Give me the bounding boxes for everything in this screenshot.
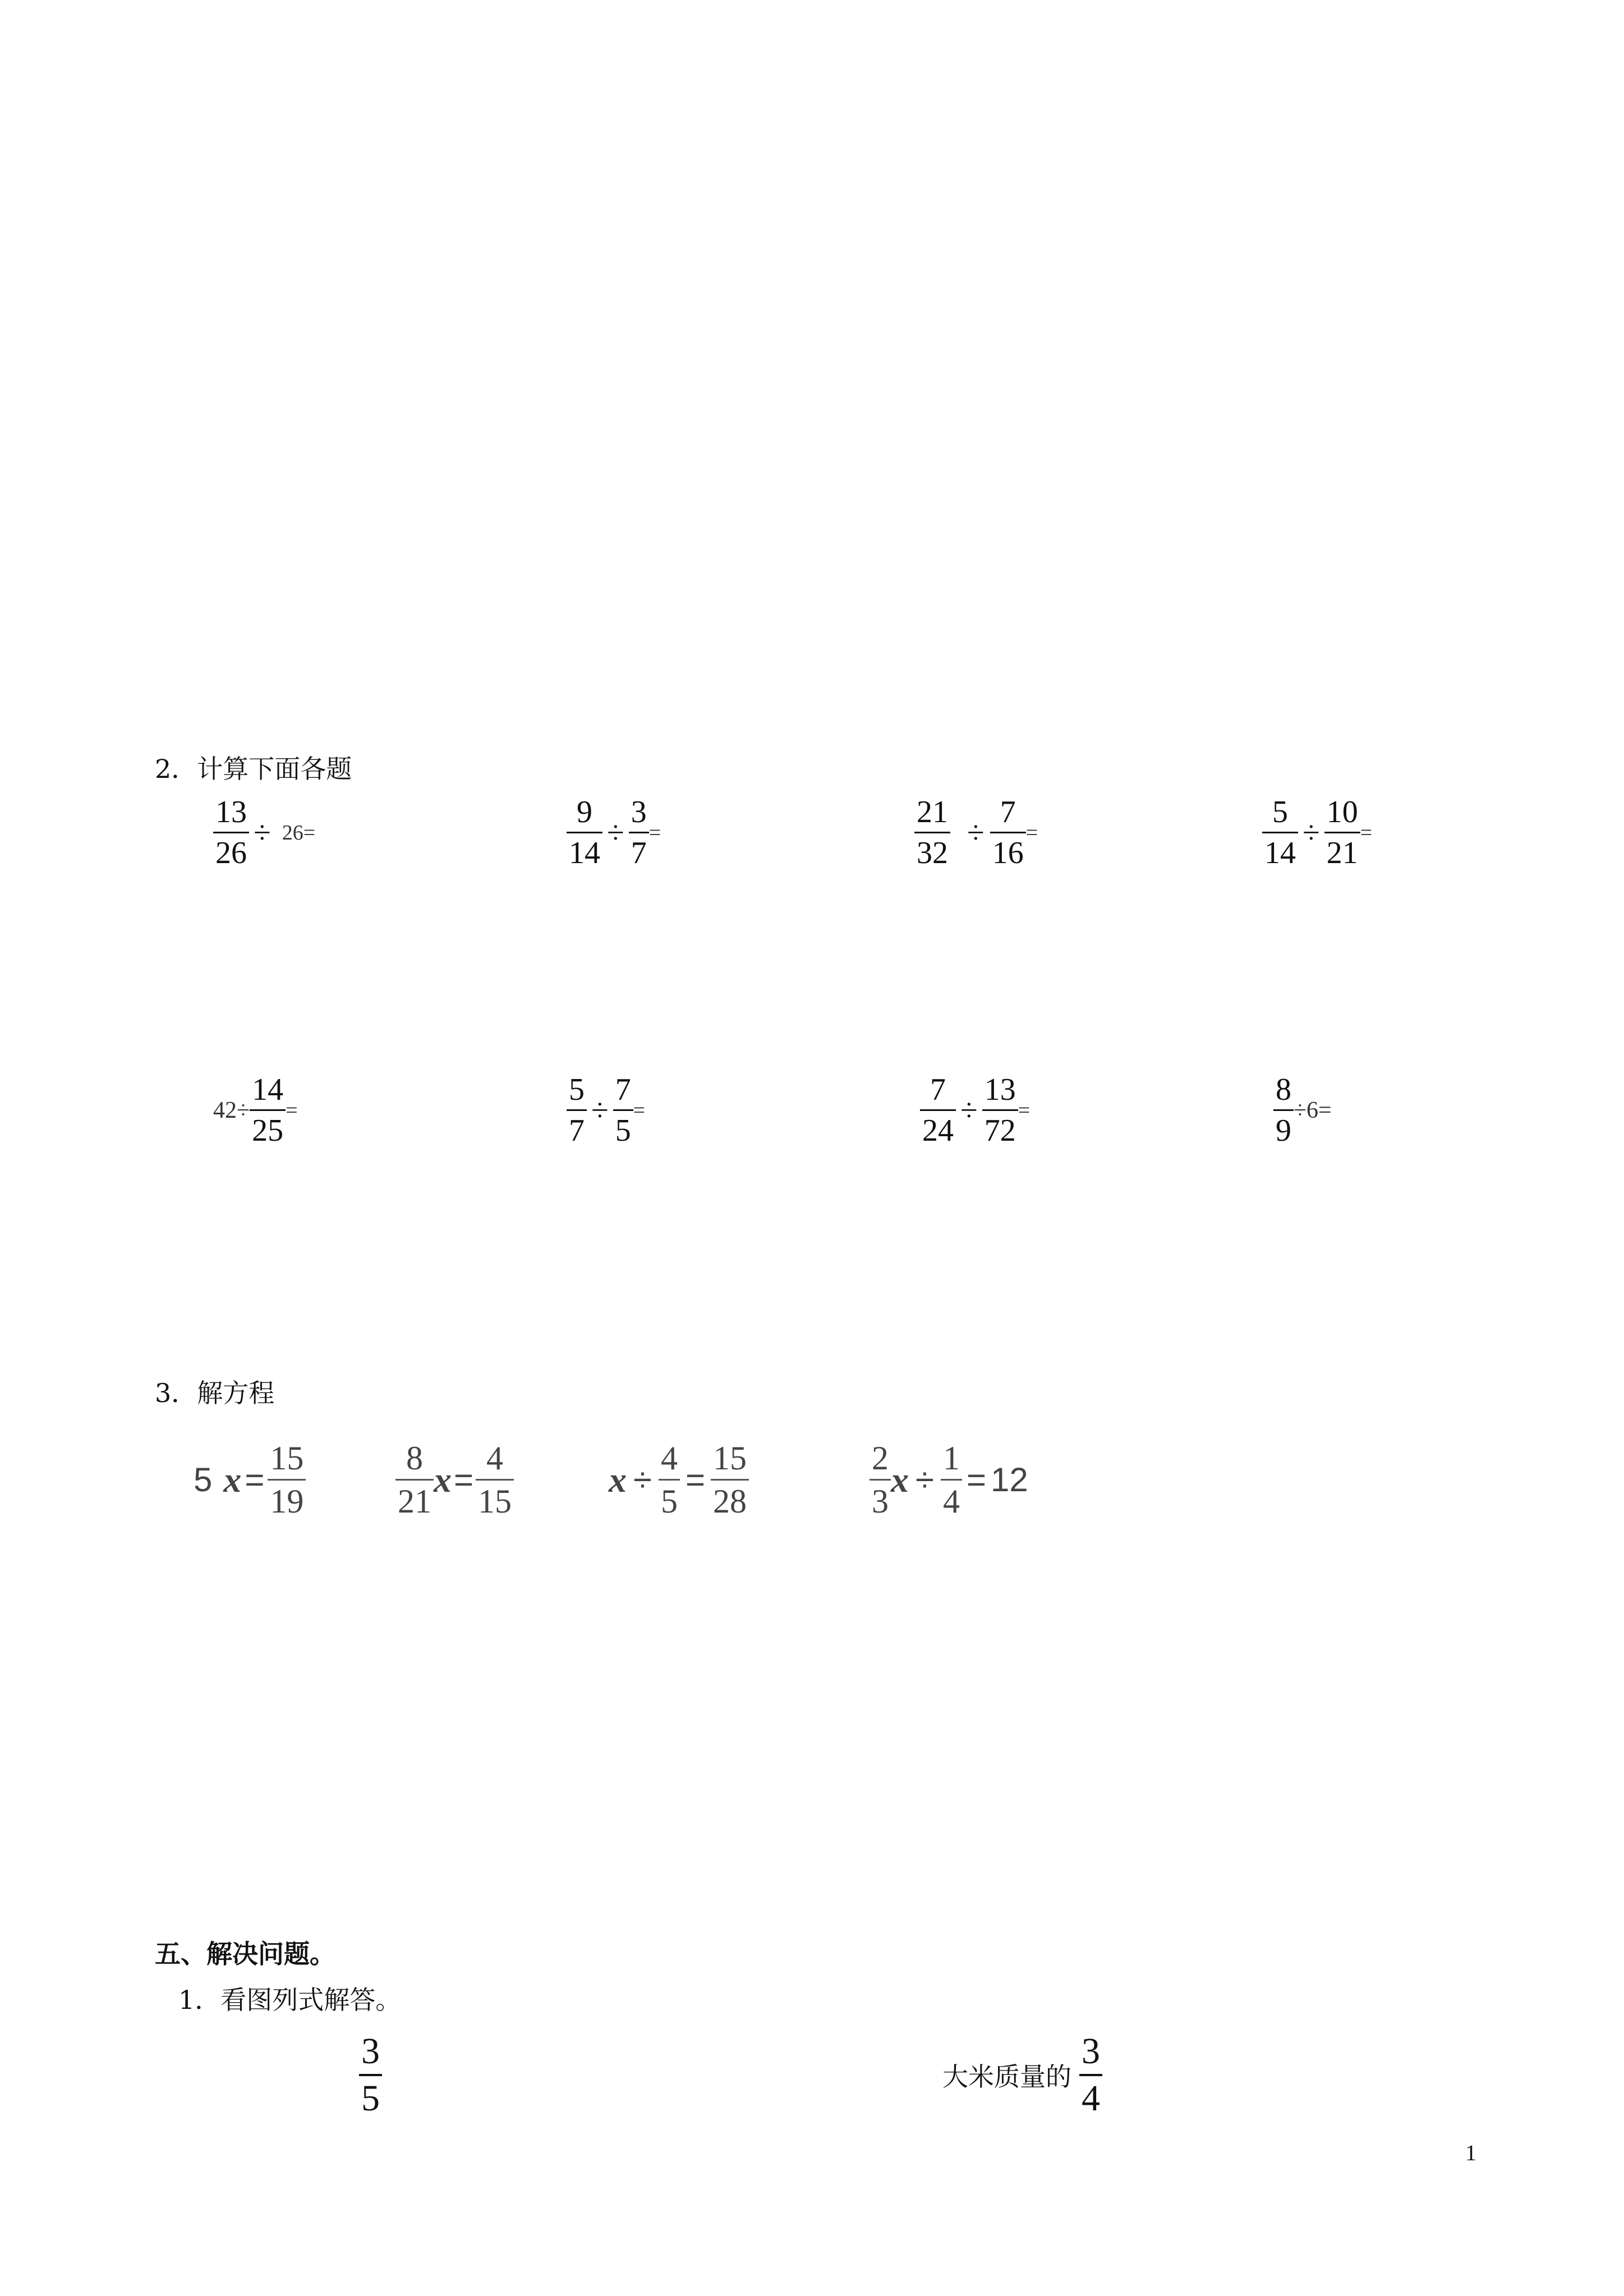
- problem-2-5: 42÷ $\frac{14}{25}$ =: [213, 1072, 298, 1148]
- problem-2-6: $\frac{5}{7}$ ÷ $\frac{7}{5}$ =: [567, 1074, 645, 1146]
- equation-1: 5 x = $\frac{15}{19}$: [194, 1441, 306, 1518]
- left-fraction: $\frac{3}{5}$: [359, 2033, 382, 2117]
- problem-2-4: $\frac{5}{14}$ ÷ $\frac{10}{21}$ =: [1262, 796, 1372, 869]
- equation-3: x ÷ $\frac{4}{5}$ = $\frac{15}{28}$: [609, 1441, 749, 1518]
- rice-mass-label: 大米质量的 $\frac{3}{4}$: [942, 2033, 1102, 2117]
- problem-2-1: $\frac{13}{26}$ ÷ 26=: [213, 796, 315, 869]
- section-3-title: 3．解方程: [155, 1378, 275, 1408]
- equation-4: $\frac{2}{3}$ x ÷ $\frac{1}{4}$ = 12: [869, 1441, 1028, 1518]
- section-5-title: 五、解决问题。: [155, 1939, 335, 1969]
- problem-2-3: $\frac{21}{32}$ ÷ $\frac{7}{16}$ =: [914, 796, 1038, 869]
- problem-2-8: $\frac{8}{9}$ ÷6=: [1273, 1074, 1332, 1146]
- question-1-title: 1．看图列式解答。: [178, 1985, 402, 2015]
- fraction: $\frac{13}{26}$: [213, 796, 249, 869]
- page-number: 1: [1465, 2140, 1476, 2165]
- problem-2-2: $\frac{9}{14}$ ÷ $\frac{3}{7}$ =: [567, 796, 661, 869]
- problem-2-7: $\frac{7}{24}$ ÷ $\frac{13}{72}$ =: [920, 1074, 1030, 1146]
- equation-2: $\frac{8}{21}$ x = $\frac{4}{15}$: [395, 1441, 514, 1518]
- section-2-title: 2．计算下面各题: [155, 754, 352, 784]
